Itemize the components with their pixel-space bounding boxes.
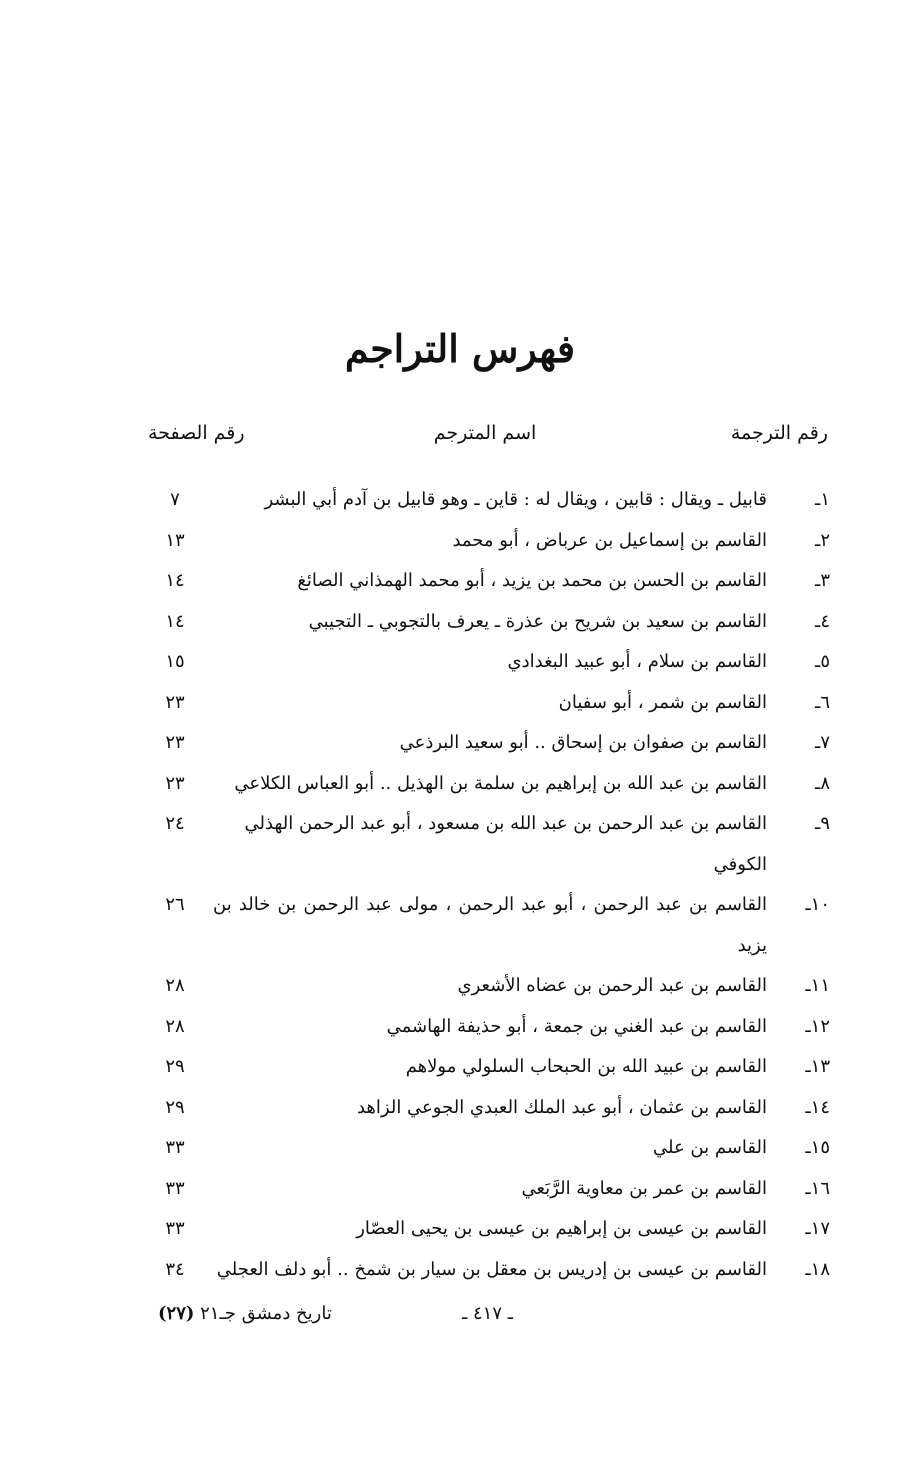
entry-page: ٣٣	[165, 1137, 185, 1158]
entry-page: ٢٨	[165, 975, 185, 996]
entry-page: ٢٣	[165, 691, 185, 713]
entry-name: القاسم بن عثمان ، أبو عبد الملك العبدي الجوعي الزاهد	[356, 1096, 767, 1118]
index-entry	[145, 1047, 830, 1088]
entry-page: ٣٤	[165, 1258, 185, 1280]
entry-name: القاسم بن عبد الله بن إبراهيم بن سلمة بن الهذيل .. أبو العباس الكلاعي	[234, 772, 767, 794]
index-entry	[145, 764, 830, 805]
entry-number: ١٥ـ	[805, 1137, 830, 1158]
entry-number: ٧ـ	[815, 732, 830, 753]
entry-name: القاسم بن علي	[653, 1137, 767, 1158]
entry-page: ٢٨	[165, 1015, 185, 1037]
index-entry	[145, 885, 830, 966]
entry-name: القاسم بن سعيد بن شريح بن عذرة ـ يعرف بالتجوبي ـ التجيبي	[308, 610, 767, 632]
entry-number: ١ـ	[815, 489, 830, 510]
entry-name: القاسم بن عبد الرحمن ، أبو عبد الرحمن ، مولى عبد الرحمن بن خالد بن يزيد	[213, 894, 767, 956]
entry-number: ١٦ـ	[805, 1177, 830, 1199]
index-entry	[145, 1169, 830, 1210]
footer-signature: (٢٧)	[158, 1303, 195, 1324]
entry-number: ١٨ـ	[805, 1258, 830, 1280]
entry-number: ٨ـ	[815, 772, 830, 794]
entry-page: ٢٣	[165, 732, 185, 753]
entry-page: ١٣	[165, 529, 185, 551]
index-entry	[145, 683, 830, 724]
index-entry	[145, 602, 830, 643]
index-entry	[145, 1209, 830, 1250]
entry-name: القاسم بن عبد الغني بن جمعة ، أبو حذيفة الهاشمي	[386, 1015, 767, 1037]
entry-number: ١٣ـ	[805, 1056, 830, 1077]
header-entry-number: رقم الترجمة	[730, 422, 828, 444]
index-entry	[145, 804, 830, 885]
entry-number: ١١ـ	[805, 975, 830, 996]
entry-number: ١٧ـ	[805, 1218, 830, 1239]
entry-page: ٢٤	[165, 813, 185, 834]
entry-name: القاسم بن الحسن بن محمد بن يزيد ، أبو محمد الهمذاني الصائغ	[297, 570, 767, 591]
entry-page: ٢٦	[165, 894, 185, 915]
header-page-number: رقم الصفحة	[148, 422, 245, 444]
footer-book-title: تاريخ دمشق جـ٢١	[200, 1303, 332, 1324]
entry-number: ٦ـ	[815, 691, 830, 713]
entry-name: قابيل ـ ويقال : قابين ، ويقال له : قاين ـ وهو قابيل بن آدم أبي البشر	[264, 489, 767, 510]
entry-name: القاسم بن سلام ، أبو عبيد البغدادي	[507, 651, 767, 672]
entry-page: ١٤	[165, 570, 185, 591]
page-footer	[0, 1303, 920, 1333]
entry-name: القاسم بن صفوان بن إسحاق .. أبو سعيد البرذعي	[399, 732, 767, 753]
entry-number: ١٠ـ	[805, 894, 830, 915]
entry-number: ٤ـ	[815, 610, 830, 632]
entry-number: ٢ـ	[815, 529, 830, 551]
entry-name: القاسم بن عمر بن معاوية الرَّبَعي	[521, 1177, 767, 1199]
entry-number: ٥ـ	[815, 651, 830, 672]
entry-number: ٩ـ	[815, 813, 830, 834]
entry-page: ٣٣	[165, 1218, 185, 1239]
entry-name: القاسم بن عبيد الله بن الحبحاب السلولي مولاهم	[405, 1056, 767, 1077]
entry-number: ٣ـ	[815, 570, 830, 591]
index-entry	[145, 1088, 830, 1129]
index-list	[145, 480, 830, 1290]
entry-page: ١٥	[165, 651, 185, 672]
index-entry	[145, 1250, 830, 1291]
index-entry	[145, 723, 830, 764]
entry-name: القاسم بن عبد الرحمن بن عضاه الأشعري	[457, 975, 767, 996]
entry-name: القاسم بن إسماعيل بن عرباض ، أبو محمد	[452, 529, 767, 551]
index-entry	[145, 966, 830, 1007]
footer-book-reference	[158, 1303, 332, 1324]
entry-name: القاسم بن عيسى بن إدريس بن معقل بن سيار بن شمخ .. أبو دلف العجلي	[216, 1258, 767, 1280]
entry-name: القاسم بن عيسى بن إبراهيم بن عيسى بن يحيى العصّار	[356, 1218, 767, 1239]
index-entry	[145, 480, 830, 521]
entry-number: ١٢ـ	[805, 1015, 830, 1037]
entry-page: ٣٣	[165, 1177, 185, 1199]
entry-page: ٢٩	[165, 1056, 185, 1077]
index-entry	[145, 1128, 830, 1169]
entry-number: ١٤ـ	[805, 1096, 830, 1118]
index-entry	[145, 561, 830, 602]
entry-name: القاسم بن عبد الرحمن بن عبد الله بن مسعود ، أبو عبد الرحمن الهذلي الكوفي	[244, 813, 767, 875]
entry-name: القاسم بن شمر ، أبو سفيان	[558, 691, 767, 713]
entry-page: ١٤	[165, 610, 185, 632]
index-entry	[145, 642, 830, 683]
entry-page: ٢٣	[165, 772, 185, 794]
footer-page-number: ـ ٤١٧ ـ	[461, 1303, 513, 1324]
header-entry-name: اسم المترجم	[433, 422, 537, 444]
index-entry	[145, 1007, 830, 1048]
entry-page: ٧	[170, 489, 180, 510]
page-title: فهرس التراجم	[344, 326, 576, 371]
entry-page: ٢٩	[165, 1096, 185, 1118]
index-entry	[145, 521, 830, 562]
